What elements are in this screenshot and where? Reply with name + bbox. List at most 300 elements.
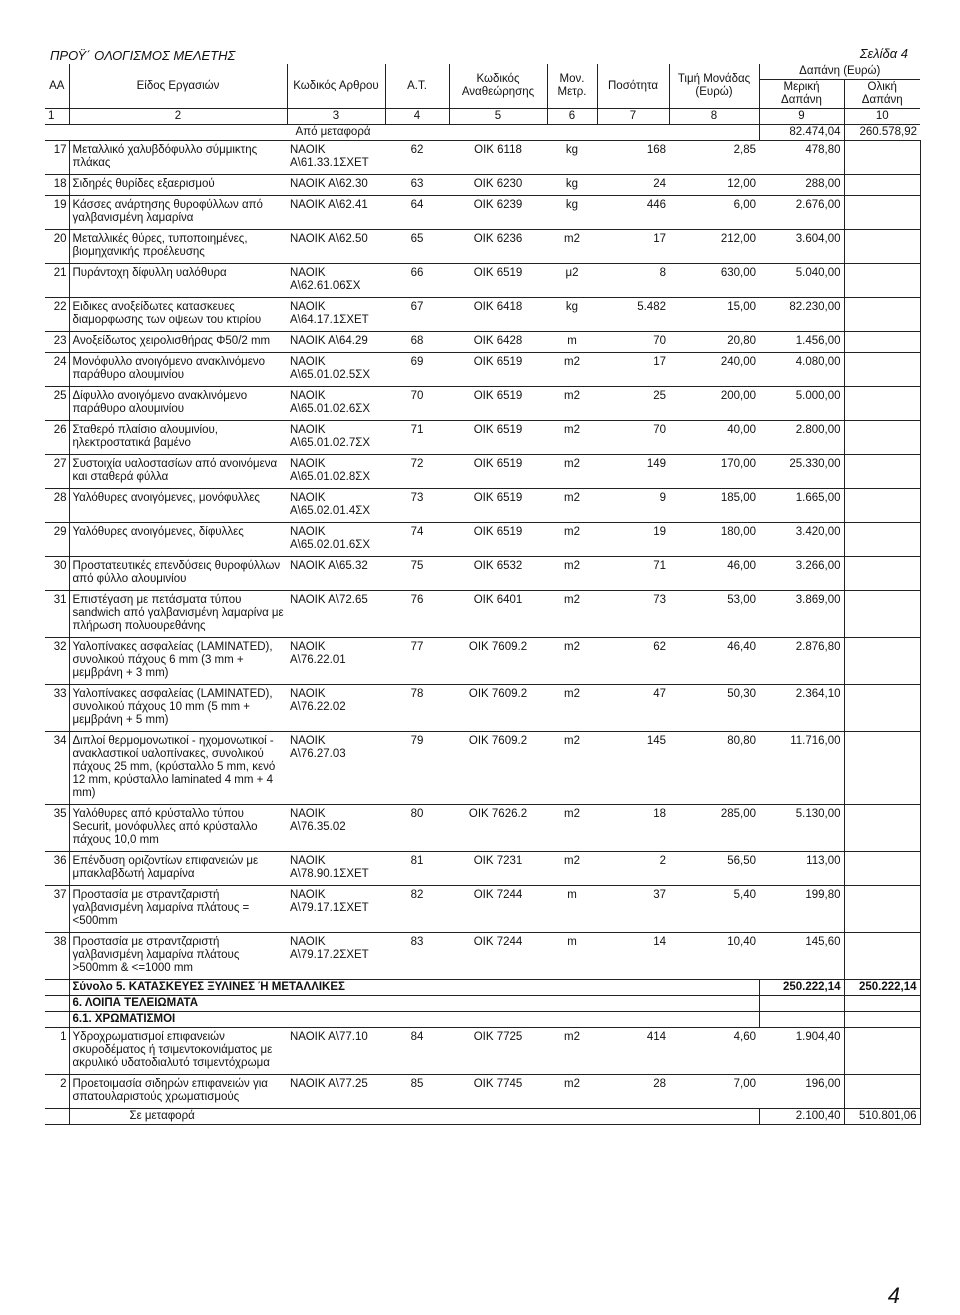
row-unit-price: 10,40: [669, 933, 759, 980]
row-total-cost: [844, 230, 920, 264]
row-partial-cost: 82.230,00: [759, 298, 844, 332]
row-aa: 2: [45, 1075, 69, 1109]
table-row: [45, 1075, 920, 1109]
row-at: 79: [385, 732, 449, 805]
row-total-cost: [844, 638, 920, 685]
table-row: [45, 332, 920, 353]
row-unit-price: 5,40: [669, 886, 759, 933]
row-description: Σταθερό πλαίσιο αλουμινίου, ηλεκτροστατικά βαμένο: [69, 421, 287, 455]
row-revision-code: ΟΙΚ 6239: [449, 196, 547, 230]
row-revision-code: ΟΙΚ 7244: [449, 886, 547, 933]
row-total-cost: [844, 332, 920, 353]
row-at: 76: [385, 591, 449, 638]
row-at: 85: [385, 1075, 449, 1109]
row-quantity: 168: [597, 141, 669, 175]
row-revision-code: ΟΙΚ 6519: [449, 421, 547, 455]
table-row: [45, 805, 920, 852]
table-row: [45, 933, 920, 980]
row-total-cost: [844, 298, 920, 332]
row-total-cost: [844, 805, 920, 852]
row-aa: 22: [45, 298, 69, 332]
row-unit: m: [547, 933, 597, 980]
row-total-cost: [844, 886, 920, 933]
row-at: 70: [385, 387, 449, 421]
row-at: 73: [385, 489, 449, 523]
page-number: 4: [887, 1283, 900, 1308]
row-article-code: ΝΑΟΙΚ Α\65.01.02.8ΣΧ: [287, 455, 385, 489]
row-description: Υαλοπίνακες ασφαλείας (LAMINATED), συνολικού πάχους 10 mm (5 mm + μεμβράνη + 5 mm): [69, 685, 287, 732]
row-quantity: 5.482: [597, 298, 669, 332]
row-partial-cost: 1.665,00: [759, 489, 844, 523]
col-posotita: Ποσότητα: [597, 64, 669, 109]
row-description: Μεταλλικό χαλυβδόφυλλο σύμμικτης πλάκας: [69, 141, 287, 175]
row-at: 74: [385, 523, 449, 557]
row-unit: m2: [547, 1075, 597, 1109]
row-article-code: ΝΑΟΙΚ Α\72.65: [287, 591, 385, 638]
row-article-code: ΝΑΟΙΚ Α\61.33.1ΣΧΕΤ: [287, 141, 385, 175]
row-aa: 19: [45, 196, 69, 230]
col-eidos: Είδος Εργασιών: [69, 64, 287, 109]
row-unit: m: [547, 332, 597, 353]
row-revision-code: ΟΙΚ 7609.2: [449, 732, 547, 805]
row-partial-cost: 3.604,00: [759, 230, 844, 264]
row-description: Προστατευτικές επενδύσεις θυροφύλλων από φύλλο αλουμινίου: [69, 557, 287, 591]
row-total-cost: [844, 421, 920, 455]
row-unit-price: 6,00: [669, 196, 759, 230]
row-revision-code: ΟΙΚ 6236: [449, 230, 547, 264]
row-article-code: ΝΑΟΙΚ Α\62.41: [287, 196, 385, 230]
row-unit: m2: [547, 489, 597, 523]
row-quantity: 24: [597, 175, 669, 196]
row-at: 65: [385, 230, 449, 264]
carry-forward-row: [45, 125, 920, 141]
row-article-code: ΝΑΟΙΚ Α\76.22.01: [287, 638, 385, 685]
row-article-code: ΝΑΟΙΚ Α\79.17.2ΣΧΕΤ: [287, 933, 385, 980]
cost-table: [45, 64, 921, 1125]
table-row: [45, 387, 920, 421]
row-unit-price: 53,00: [669, 591, 759, 638]
row-partial-cost: 5.130,00: [759, 805, 844, 852]
row-total-cost: [844, 732, 920, 805]
row-description: Πυράντοχη δίφυλλη υαλόθυρα: [69, 264, 287, 298]
row-article-code: ΝΑΟΙΚ Α\62.30: [287, 175, 385, 196]
row-partial-cost: 5.000,00: [759, 387, 844, 421]
row-aa: 21: [45, 264, 69, 298]
row-quantity: 18: [597, 805, 669, 852]
col-kodikos-anatheorisis: Κωδικός Αναθεώρησης: [449, 64, 547, 109]
row-quantity: 9: [597, 489, 669, 523]
row-revision-code: ΟΙΚ 6118: [449, 141, 547, 175]
row-quantity: 14: [597, 933, 669, 980]
row-unit-price: 240,00: [669, 353, 759, 387]
row-quantity: 37: [597, 886, 669, 933]
section-heading-label: 6. ΛΟΙΠΑ ΤΕΛΕΙΩΜΑΤΑ: [69, 996, 759, 1012]
row-description: Υαλόθυρες ανοιγόμενες, μονόφυλλες: [69, 489, 287, 523]
row-partial-cost: 2.800,00: [759, 421, 844, 455]
col-meriki: Μερική Δαπάνη: [759, 80, 844, 109]
row-aa: 24: [45, 353, 69, 387]
table-row: [45, 638, 920, 685]
row-article-code: ΝΑΟΙΚ Α\62.61.06ΣΧ: [287, 264, 385, 298]
table-row: [45, 886, 920, 933]
col-number: 2: [69, 109, 287, 125]
row-unit-price: 12,00: [669, 175, 759, 196]
row-revision-code: ΟΙΚ 7609.2: [449, 685, 547, 732]
table-row: [45, 230, 920, 264]
row-at: 71: [385, 421, 449, 455]
row-partial-cost: 1.456,00: [759, 332, 844, 353]
row-unit: m2: [547, 732, 597, 805]
section-total-partial: 250.222,14: [759, 980, 844, 996]
table-row: [45, 264, 920, 298]
row-description: Επένδυση οριζοντίων επιφανειών με μπακλαβδωτή λαμαρίνα: [69, 852, 287, 886]
row-quantity: 145: [597, 732, 669, 805]
col-at: Α.Τ.: [385, 64, 449, 109]
table-row: [45, 421, 920, 455]
row-total-cost: [844, 852, 920, 886]
row-aa: 20: [45, 230, 69, 264]
table-row: [45, 591, 920, 638]
subsection-heading: [45, 1012, 920, 1028]
row-partial-cost: 113,00: [759, 852, 844, 886]
row-aa: 1: [45, 1028, 69, 1075]
row-unit: m2: [547, 353, 597, 387]
row-total-cost: [844, 1012, 920, 1028]
row-aa: 29: [45, 523, 69, 557]
row-quantity: 70: [597, 421, 669, 455]
table-row: [45, 196, 920, 230]
row-partial-cost: 3.420,00: [759, 523, 844, 557]
table-row: [45, 489, 920, 523]
row-article-code: ΝΑΟΙΚ Α\65.02.01.6ΣΧ: [287, 523, 385, 557]
row-article-code: ΝΑΟΙΚ Α\76.35.02: [287, 805, 385, 852]
row-revision-code: ΟΙΚ 6532: [449, 557, 547, 591]
row-unit: m2: [547, 805, 597, 852]
row-partial-cost: 199,80: [759, 886, 844, 933]
col-number: 6: [547, 109, 597, 125]
row-aa: 37: [45, 886, 69, 933]
section-total-total: 250.222,14: [844, 980, 920, 996]
row-description: Προστασία με στραντζαριστή γαλβανισμένη λαμαρίνα πλάτους >500mm & <=1000 mm: [69, 933, 287, 980]
row-aa: [45, 1012, 69, 1028]
row-at: 69: [385, 353, 449, 387]
row-unit-price: 212,00: [669, 230, 759, 264]
col-number: 1: [45, 109, 69, 125]
table-row: [45, 557, 920, 591]
row-article-code: ΝΑΟΙΚ Α\76.22.02: [287, 685, 385, 732]
row-aa: 32: [45, 638, 69, 685]
row-aa: 23: [45, 332, 69, 353]
row-unit: kg: [547, 196, 597, 230]
row-unit: m2: [547, 685, 597, 732]
row-partial-cost: 3.266,00: [759, 557, 844, 591]
row-article-code: ΝΑΟΙΚ Α\65.01.02.5ΣΧ: [287, 353, 385, 387]
row-partial-cost: 288,00: [759, 175, 844, 196]
row-unit: m2: [547, 387, 597, 421]
row-unit-price: 170,00: [669, 455, 759, 489]
col-number: 10: [844, 109, 920, 125]
row-quantity: 62: [597, 638, 669, 685]
row-at: 63: [385, 175, 449, 196]
row-quantity: 414: [597, 1028, 669, 1075]
row-partial-cost: 25.330,00: [759, 455, 844, 489]
row-unit-price: 185,00: [669, 489, 759, 523]
document-title: ΠΡΟΫ΄ ΟΛΟΓΙΣΜΟΣ ΜΕΛΕΤΗΣ: [50, 48, 236, 63]
row-at: 78: [385, 685, 449, 732]
row-quantity: 8: [597, 264, 669, 298]
row-article-code: ΝΑΟΙΚ Α\65.02.01.4ΣΧ: [287, 489, 385, 523]
row-aa: 33: [45, 685, 69, 732]
row-unit-price: 2,85: [669, 141, 759, 175]
section-total-label: Σύνολο 5. ΚΑΤΑΣΚΕΥΕΣ ΞΥΛΙΝΕΣ Ή ΜΕΤΑΛΛΙΚΕΣ: [69, 980, 759, 996]
row-description: Σιδηρές θυρίδες εξαερισμού: [69, 175, 287, 196]
table-row: [45, 1028, 920, 1075]
row-article-code: ΝΑΟΙΚ Α\62.50: [287, 230, 385, 264]
row-at: 82: [385, 886, 449, 933]
row-total-cost: [844, 685, 920, 732]
col-number: 3: [287, 109, 385, 125]
row-total-cost: [844, 455, 920, 489]
col-number: 8: [669, 109, 759, 125]
row-description: Συστοιχία υαλοστασίων από ανοινόμενα και σταθερά φύλλα: [69, 455, 287, 489]
row-unit: m2: [547, 557, 597, 591]
row-aa: 18: [45, 175, 69, 196]
section-total-row: [45, 980, 920, 996]
row-aa: 34: [45, 732, 69, 805]
row-total-cost: [844, 264, 920, 298]
table-row: [45, 353, 920, 387]
row-article-code: ΝΑΟΙΚ Α\76.27.03: [287, 732, 385, 805]
row-aa: 35: [45, 805, 69, 852]
row-total-cost: [844, 353, 920, 387]
row-unit: m2: [547, 421, 597, 455]
row-total-cost: [844, 523, 920, 557]
row-unit: μ2: [547, 264, 597, 298]
row-unit-price: 7,00: [669, 1075, 759, 1109]
row-revision-code: ΟΙΚ 6519: [449, 353, 547, 387]
col-kodikos-arthrou: Κωδικός Αρθρου: [287, 64, 385, 109]
row-description: Κάσσες ανάρτησης θυροφύλλων από γαλβανισμένη λαμαρίνα: [69, 196, 287, 230]
carry-forward-partial: 82.474,04: [759, 125, 844, 141]
row-partial-cost: [759, 1012, 844, 1028]
row-unit: m2: [547, 591, 597, 638]
row-total-cost: [844, 591, 920, 638]
row-article-code: ΝΑΟΙΚ Α\64.29: [287, 332, 385, 353]
subsection-heading-label: 6.1. ΧΡΩΜΑΤΙΣΜΟΙ: [69, 1012, 759, 1028]
row-aa: 38: [45, 933, 69, 980]
row-aa: [45, 980, 69, 996]
col-number: 7: [597, 109, 669, 125]
col-aa: ΑΑ: [45, 64, 69, 109]
row-quantity: 73: [597, 591, 669, 638]
row-quantity: 2: [597, 852, 669, 886]
col-dapani-group: Δαπάνη (Ευρώ): [759, 64, 920, 80]
row-total-cost: [844, 196, 920, 230]
row-description: Υδροχρωματισμοί επιφανειών σκυροδέματος ή τσιμεντοκονιάματος με ακρυλικό υδατοδιαλυτό τσιμεντόχρωμα: [69, 1028, 287, 1075]
row-partial-cost: 4.080,00: [759, 353, 844, 387]
row-description: Δίφυλλο ανοιγόμενο ανακλινόμενο παράθυρο αλουμινίου: [69, 387, 287, 421]
row-total-cost: [844, 557, 920, 591]
carry-forward-total: 260.578,92: [844, 125, 920, 141]
row-aa: 25: [45, 387, 69, 421]
row-partial-cost: 1.904,40: [759, 1028, 844, 1075]
section-heading: [45, 996, 920, 1012]
row-revision-code: ΟΙΚ 6519: [449, 489, 547, 523]
row-description: Μεταλλικές θύρες, τυποποιημένες, βιομηχανικής προέλευσης: [69, 230, 287, 264]
row-quantity: 19: [597, 523, 669, 557]
table-row: [45, 523, 920, 557]
row-revision-code: ΟΙΚ 7609.2: [449, 638, 547, 685]
row-unit: kg: [547, 298, 597, 332]
row-unit: m2: [547, 1028, 597, 1075]
row-total-cost: [844, 489, 920, 523]
row-aa: 36: [45, 852, 69, 886]
table-row: [45, 685, 920, 732]
row-partial-cost: 145,60: [759, 933, 844, 980]
row-article-code: ΝΑΟΙΚ Α\65.01.02.7ΣΧ: [287, 421, 385, 455]
row-quantity: 28: [597, 1075, 669, 1109]
row-at: 62: [385, 141, 449, 175]
row-total-cost: [844, 387, 920, 421]
row-aa: 31: [45, 591, 69, 638]
row-description: Υαλόθυρες από κρύσταλλο τύπου Securit, μονόφυλλες από κρύσταλλο πάχους 10,0 mm: [69, 805, 287, 852]
row-description: Ειδικες ανοξείδωτες κατασκευες διαμορφωσης των οψεων του κτιρίου: [69, 298, 287, 332]
row-unit-price: 46,40: [669, 638, 759, 685]
row-aa: [45, 1109, 69, 1125]
row-article-code: ΝΑΟΙΚ Α\65.01.02.6ΣΧ: [287, 387, 385, 421]
row-revision-code: ΟΙΚ 6519: [449, 387, 547, 421]
row-revision-code: ΟΙΚ 7745: [449, 1075, 547, 1109]
row-article-code: ΝΑΟΙΚ Α\77.10: [287, 1028, 385, 1075]
row-unit: m2: [547, 455, 597, 489]
row-aa: 26: [45, 421, 69, 455]
row-description: Ανοξείδωτος χειρολισθήρας Φ50/2 mm: [69, 332, 287, 353]
row-quantity: 71: [597, 557, 669, 591]
row-revision-code: ΟΙΚ 7725: [449, 1028, 547, 1075]
row-unit-price: 46,00: [669, 557, 759, 591]
row-revision-code: ΟΙΚ 6230: [449, 175, 547, 196]
row-revision-code: ΟΙΚ 6519: [449, 264, 547, 298]
row-unit: kg: [547, 141, 597, 175]
col-number: 4: [385, 109, 449, 125]
row-aa: 17: [45, 141, 69, 175]
row-revision-code: ΟΙΚ 6519: [449, 523, 547, 557]
row-unit: m2: [547, 852, 597, 886]
table-row: [45, 732, 920, 805]
carry-over-partial: 2.100,40: [759, 1109, 844, 1125]
row-at: 77: [385, 638, 449, 685]
row-aa: 28: [45, 489, 69, 523]
row-total-cost: [844, 175, 920, 196]
row-at: 66: [385, 264, 449, 298]
row-unit-price: 180,00: [669, 523, 759, 557]
row-unit-price: 50,30: [669, 685, 759, 732]
row-revision-code: ΟΙΚ 6418: [449, 298, 547, 332]
row-revision-code: ΟΙΚ 7231: [449, 852, 547, 886]
col-number: 9: [759, 109, 844, 125]
row-quantity: 70: [597, 332, 669, 353]
row-at: 72: [385, 455, 449, 489]
row-at: 81: [385, 852, 449, 886]
row-partial-cost: 478,80: [759, 141, 844, 175]
row-article-code: ΝΑΟΙΚ Α\65.32: [287, 557, 385, 591]
row-revision-code: ΟΙΚ 7244: [449, 933, 547, 980]
table-row: [45, 455, 920, 489]
row-article-code: ΝΑΟΙΚ Α\77.25: [287, 1075, 385, 1109]
row-unit-price: 80,80: [669, 732, 759, 805]
row-quantity: 25: [597, 387, 669, 421]
row-unit-price: 20,80: [669, 332, 759, 353]
row-partial-cost: 5.040,00: [759, 264, 844, 298]
row-partial-cost: 2.876,80: [759, 638, 844, 685]
row-total-cost: [844, 1075, 920, 1109]
row-unit-price: 15,00: [669, 298, 759, 332]
col-timi: Τιμή Μονάδας (Ευρώ): [669, 64, 759, 109]
row-description: Υαλόθυρες ανοιγόμενες, δίφυλλες: [69, 523, 287, 557]
row-aa: 27: [45, 455, 69, 489]
row-description: Προστασία με στραντζαριστή γαλβανισμένη λαμαρίνα πλάτους =<500mm: [69, 886, 287, 933]
row-unit-price: 630,00: [669, 264, 759, 298]
row-partial-cost: 3.869,00: [759, 591, 844, 638]
row-unit: m2: [547, 638, 597, 685]
row-at: 80: [385, 805, 449, 852]
row-revision-code: ΟΙΚ 6519: [449, 455, 547, 489]
row-total-cost: [844, 996, 920, 1012]
carry-forward-label: Από μεταφορά: [69, 125, 597, 141]
row-at: 83: [385, 933, 449, 980]
col-monada: Μον. Μετρ.: [547, 64, 597, 109]
row-unit-price: 56,50: [669, 852, 759, 886]
row-unit: m2: [547, 230, 597, 264]
row-article-code: ΝΑΟΙΚ Α\79.17.1ΣΧΕΤ: [287, 886, 385, 933]
table-body: [45, 125, 920, 1125]
row-unit-price: 4,60: [669, 1028, 759, 1075]
row-partial-cost: 2.676,00: [759, 196, 844, 230]
col-oliki: Ολική Δαπάνη: [844, 80, 920, 109]
row-partial-cost: 196,00: [759, 1075, 844, 1109]
row-partial-cost: 11.716,00: [759, 732, 844, 805]
row-quantity: 17: [597, 353, 669, 387]
carry-over-label: Σε μεταφορά: [69, 1109, 759, 1125]
row-description: Διπλοί θερμομονωτικοί - ηχομονωτικοί - ανακλαστικοί υαλοπίνακες, συνολικού πάχους 25 mm, (κρύσταλλο 5 mm, κενό 12 mm, κρύσταλλο laminated 4 mm + 4 mm): [69, 732, 287, 805]
row-article-code: ΝΑΟΙΚ Α\78.90.1ΣΧΕΤ: [287, 852, 385, 886]
row-description: Μονόφυλλο ανοιγόμενο ανακλινόμενο παράθυρο αλουμινίου: [69, 353, 287, 387]
table-row: [45, 141, 920, 175]
page-label: Σελίδα 4: [859, 46, 908, 61]
carry-over-total: 510.801,06: [844, 1109, 920, 1125]
row-unit: m2: [547, 523, 597, 557]
row-unit: m: [547, 886, 597, 933]
row-unit-price: 285,00: [669, 805, 759, 852]
row-partial-cost: 2.364,10: [759, 685, 844, 732]
row-total-cost: [844, 933, 920, 980]
row-unit-price: 200,00: [669, 387, 759, 421]
row-at: 67: [385, 298, 449, 332]
row-description: Υαλοπίνακες ασφαλείας (LAMINATED), συνολικού πάχους 6 mm (3 mm + μεμβράνη + 3 mm): [69, 638, 287, 685]
row-total-cost: [844, 141, 920, 175]
row-revision-code: ΟΙΚ 6401: [449, 591, 547, 638]
row-unit: kg: [547, 175, 597, 196]
row-at: 84: [385, 1028, 449, 1075]
row-revision-code: ΟΙΚ 7626.2: [449, 805, 547, 852]
row-at: 68: [385, 332, 449, 353]
row-total-cost: [844, 1028, 920, 1075]
table-row: [45, 298, 920, 332]
row-quantity: 17: [597, 230, 669, 264]
carry-over-row: [45, 1109, 920, 1125]
row-partial-cost: [759, 996, 844, 1012]
row-unit-price: 40,00: [669, 421, 759, 455]
